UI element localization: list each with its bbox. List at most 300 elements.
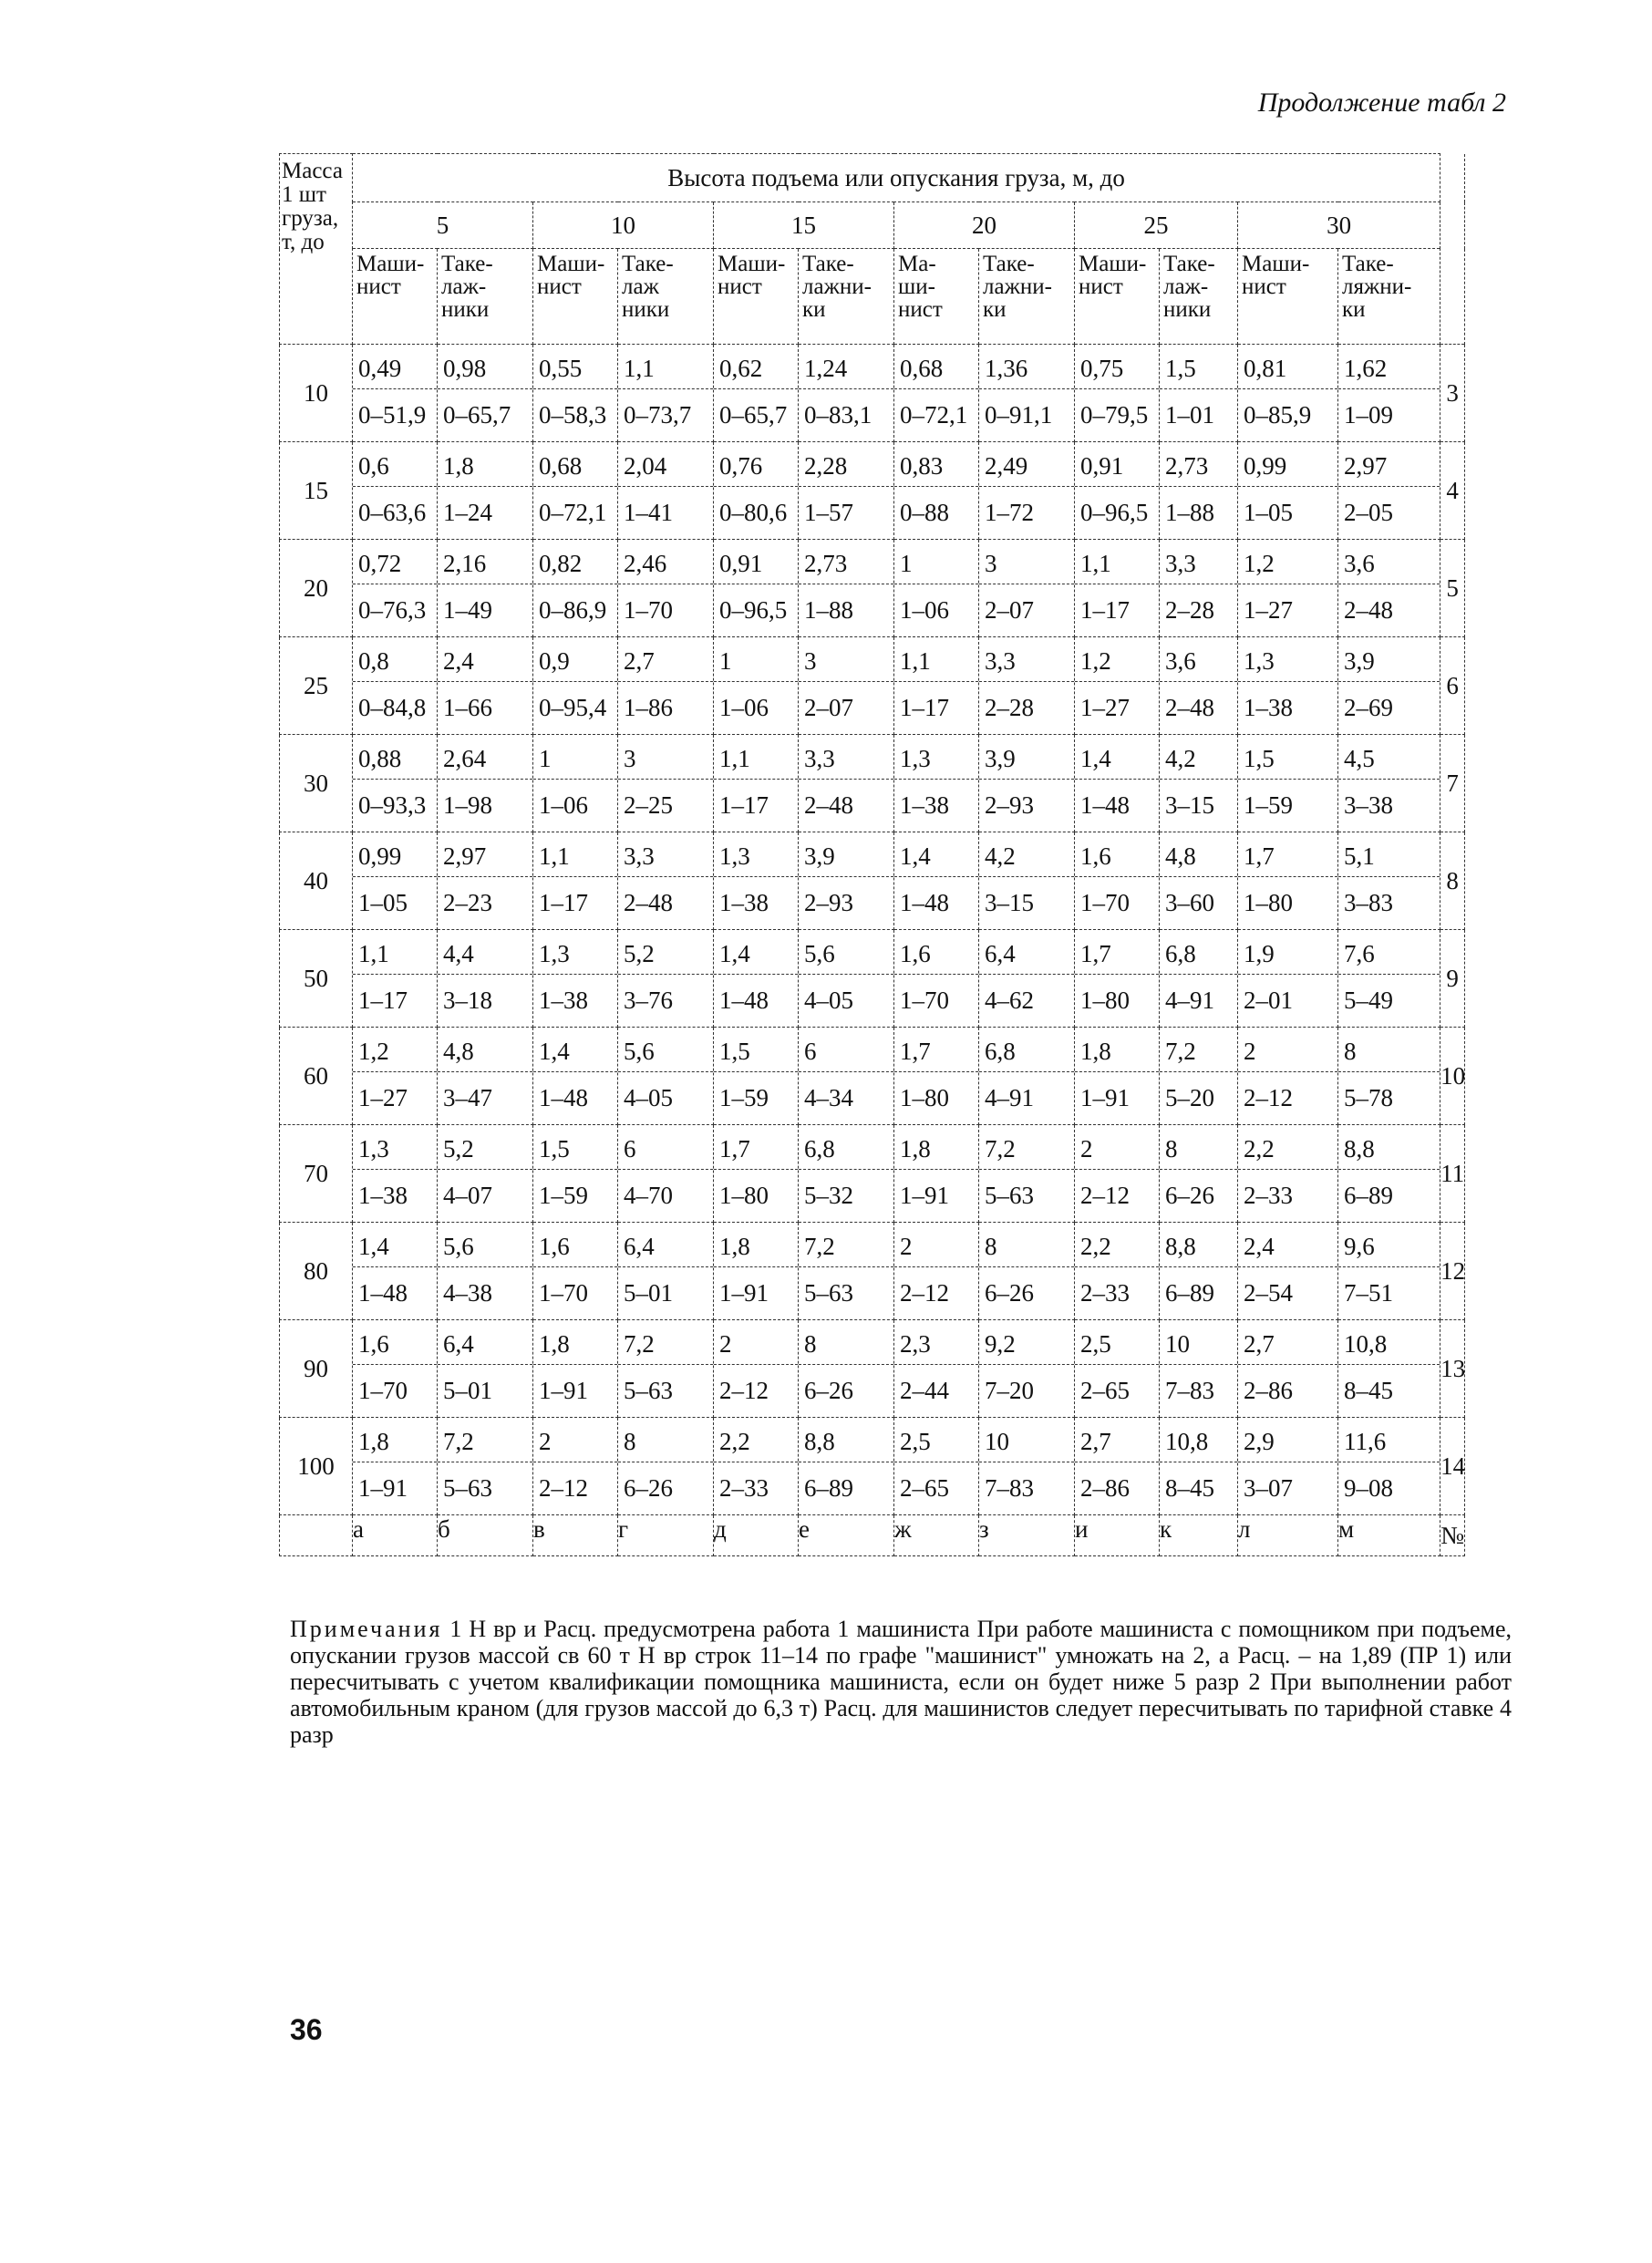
- rate-value: 1–80: [1244, 889, 1293, 916]
- time-norm-value: 5,6: [618, 1028, 713, 1072]
- column-letter: м: [1338, 1515, 1440, 1556]
- row-number: 7: [1440, 735, 1465, 832]
- norm-cell: [618, 637, 714, 735]
- col-header-mashinist: Маши- нист: [714, 249, 799, 345]
- norm-cell: [799, 1028, 894, 1125]
- rate-value: 3–18: [443, 987, 492, 1014]
- norm-cell: [618, 735, 714, 832]
- height-header: Высота подъема или опускания груза, м, до: [353, 154, 1440, 202]
- column-letters-row: [280, 1515, 1465, 1556]
- norm-cell: [1160, 1125, 1238, 1223]
- time-norm-value: 1,4: [714, 930, 798, 975]
- time-norm-value: 2: [714, 1320, 798, 1365]
- rate-value: 5–78: [1344, 1084, 1393, 1111]
- time-norm-value: 2,2: [714, 1418, 798, 1462]
- time-norm-value: 0,83: [894, 442, 978, 487]
- rate-value: 1–38: [719, 889, 769, 916]
- norm-cell: [979, 1223, 1075, 1320]
- time-norm-value: 1,1: [618, 345, 713, 389]
- rate-value: 0–88: [900, 499, 949, 526]
- time-norm-value: 1: [533, 735, 617, 780]
- norm-cell: [1338, 1418, 1440, 1515]
- time-norm-value: 3: [979, 540, 1074, 584]
- rate-value: 0–80,6: [719, 499, 788, 526]
- time-norm-value: 5,6: [799, 930, 893, 975]
- norm-cell: [714, 1418, 799, 1515]
- notes-lead: Примечания: [290, 1616, 443, 1642]
- time-norm-value: 2,7: [618, 637, 713, 682]
- rate-value: 2–48: [1344, 596, 1393, 624]
- time-norm-value: 3,9: [1338, 637, 1440, 682]
- column-letter: л: [1238, 1515, 1338, 1556]
- time-norm-value: 1,7: [894, 1028, 978, 1072]
- norm-cell: [894, 930, 979, 1028]
- norm-cell: [799, 540, 894, 637]
- rate-value: 5–63: [804, 1279, 853, 1307]
- rate-value: 1–72: [985, 499, 1034, 526]
- time-norm-value: 1,7: [1075, 930, 1159, 975]
- height-value: 5: [353, 202, 533, 249]
- norm-cell: [714, 345, 799, 442]
- norm-cell: [894, 832, 979, 930]
- row-number: 12: [1440, 1223, 1465, 1320]
- norm-cell: [799, 1125, 894, 1223]
- rate-value: 5–63: [443, 1474, 492, 1502]
- norm-cell: [438, 637, 533, 735]
- norm-cell: [1338, 540, 1440, 637]
- time-norm-value: 2,28: [799, 442, 893, 487]
- row-number: 6: [1440, 637, 1465, 735]
- time-norm-value: 11,6: [1338, 1418, 1440, 1462]
- rate-value: 1–27: [1080, 694, 1130, 721]
- rate-value: 2–65: [1080, 1377, 1130, 1404]
- rate-value: 1–59: [719, 1084, 769, 1111]
- rate-value: 5–32: [804, 1182, 853, 1209]
- time-norm-value: 0,76: [714, 442, 798, 487]
- rate-value: 4–70: [624, 1182, 673, 1209]
- rate-value: 0–95,4: [539, 694, 607, 721]
- rate-value: 2–33: [719, 1474, 769, 1502]
- rate-value: 2–12: [1080, 1182, 1130, 1209]
- time-norm-value: 2,64: [438, 735, 532, 780]
- norm-cell: [1160, 1418, 1238, 1515]
- norm-cell: [714, 1028, 799, 1125]
- rate-value: 1–48: [539, 1084, 588, 1111]
- rate-value: 2–93: [804, 889, 853, 916]
- norm-cell: [714, 832, 799, 930]
- time-norm-value: 1,9: [1238, 930, 1337, 975]
- norm-cell: [714, 442, 799, 540]
- row-number: 5: [1440, 540, 1465, 637]
- rate-value: 1–91: [719, 1279, 769, 1307]
- rate-value: 0–91,1: [985, 401, 1053, 429]
- norm-cell: [533, 1320, 618, 1418]
- norm-cell: [979, 1418, 1075, 1515]
- rate-value: 2–93: [985, 791, 1034, 819]
- norm-cell: [1075, 930, 1160, 1028]
- time-norm-value: 1,8: [714, 1223, 798, 1267]
- norms-table: [279, 153, 1465, 1556]
- norm-cell: [714, 540, 799, 637]
- norm-cell: [714, 1320, 799, 1418]
- row-mass-label: 40: [280, 832, 353, 930]
- norm-cell: [1160, 540, 1238, 637]
- rate-value: 7–83: [1165, 1377, 1214, 1404]
- col-header-mashinist: Маши- нист: [1075, 249, 1160, 345]
- time-norm-value: 2: [1238, 1028, 1337, 1072]
- time-norm-value: 6,4: [438, 1320, 532, 1365]
- norm-cell: [799, 442, 894, 540]
- norm-cell: [979, 1028, 1075, 1125]
- time-norm-value: 1,1: [533, 832, 617, 877]
- row-number: 11: [1440, 1125, 1465, 1223]
- rate-value: 2–05: [1344, 499, 1393, 526]
- time-norm-value: 2,3: [894, 1320, 978, 1365]
- norm-cell: [799, 1418, 894, 1515]
- time-norm-value: 3,3: [618, 832, 713, 877]
- time-norm-value: 7,2: [438, 1418, 532, 1462]
- rate-value: 0–63,6: [358, 499, 427, 526]
- norm-cell: [618, 1418, 714, 1515]
- time-norm-value: 0,72: [353, 540, 437, 584]
- rate-value: 0–84,8: [358, 694, 427, 721]
- row-number: 4: [1440, 442, 1465, 540]
- norm-cell: [1160, 637, 1238, 735]
- norm-cell: [1075, 442, 1160, 540]
- norm-cell: [1238, 1028, 1338, 1125]
- rate-value: 1–01: [1165, 401, 1214, 429]
- rate-value: 1–05: [358, 889, 408, 916]
- rate-value: 0–86,9: [539, 596, 607, 624]
- row-number: 8: [1440, 832, 1465, 930]
- time-norm-value: 2,97: [1338, 442, 1440, 487]
- norm-cell: [533, 637, 618, 735]
- time-norm-value: 1,6: [353, 1320, 437, 1365]
- rate-value: 0–65,7: [719, 401, 788, 429]
- norm-cell: [438, 1320, 533, 1418]
- time-norm-value: 0,68: [894, 345, 978, 389]
- rate-value: 0–96,5: [719, 596, 788, 624]
- rate-value: 3–47: [443, 1084, 492, 1111]
- norm-cell: [979, 442, 1075, 540]
- norm-cell: [714, 735, 799, 832]
- norm-cell: [1160, 1223, 1238, 1320]
- rate-value: 0–51,9: [358, 401, 427, 429]
- table-row: [280, 637, 1465, 735]
- rate-value: 1–05: [1244, 499, 1293, 526]
- time-norm-value: 5,2: [618, 930, 713, 975]
- time-norm-value: 0,81: [1238, 345, 1337, 389]
- time-norm-value: 1,2: [1238, 540, 1337, 584]
- col-header-mashinist: Маши- нист: [353, 249, 438, 345]
- rate-value: 1–70: [624, 596, 673, 624]
- time-norm-value: 2,2: [1238, 1125, 1337, 1170]
- rate-value: 6–89: [804, 1474, 853, 1502]
- column-letter: д: [714, 1515, 799, 1556]
- norm-cell: [979, 637, 1075, 735]
- rate-value: 2–25: [624, 791, 673, 819]
- rate-value: 1–91: [358, 1474, 408, 1502]
- norm-cell: [1338, 1320, 1440, 1418]
- rate-value: 1–17: [900, 694, 949, 721]
- time-norm-value: 3: [618, 735, 713, 780]
- rate-value: 1–48: [1080, 791, 1130, 819]
- rate-value: 1–59: [539, 1182, 588, 1209]
- time-norm-value: 2,5: [894, 1418, 978, 1462]
- time-norm-value: 3,6: [1338, 540, 1440, 584]
- rate-value: 1–70: [539, 1279, 588, 1307]
- rate-value: 1–06: [900, 596, 949, 624]
- rate-value: 2–01: [1244, 987, 1293, 1014]
- norm-cell: [353, 735, 438, 832]
- norm-cell: [799, 930, 894, 1028]
- norm-cell: [799, 637, 894, 735]
- time-norm-value: 1,5: [714, 1028, 798, 1072]
- rate-value: 2–33: [1244, 1182, 1293, 1209]
- table-row: [280, 1028, 1465, 1125]
- norm-cell: [533, 930, 618, 1028]
- rate-value: 5–63: [985, 1182, 1034, 1209]
- rate-value: 2–86: [1244, 1377, 1293, 1404]
- time-norm-value: 3,6: [1160, 637, 1237, 682]
- norm-cell: [714, 930, 799, 1028]
- table-row: [280, 1320, 1465, 1418]
- norm-cell: [1160, 1320, 1238, 1418]
- norm-cell: [1160, 930, 1238, 1028]
- norm-cell: [353, 1028, 438, 1125]
- time-norm-value: 8: [618, 1418, 713, 1462]
- rate-value: 1–41: [624, 499, 673, 526]
- rate-value: 1–70: [1080, 889, 1130, 916]
- norm-cell: [438, 930, 533, 1028]
- rate-value: 0–85,9: [1244, 401, 1312, 429]
- norm-cell: [1075, 345, 1160, 442]
- norm-cell: [618, 930, 714, 1028]
- norm-cell: [1338, 637, 1440, 735]
- time-norm-value: 0,9: [533, 637, 617, 682]
- time-norm-value: 1: [714, 637, 798, 682]
- norm-cell: [353, 832, 438, 930]
- norm-cell: [1238, 832, 1338, 930]
- norm-cell: [894, 540, 979, 637]
- col-header-takelazhniki: Таке- лаж- ники: [1160, 249, 1238, 345]
- column-letter: ж: [894, 1515, 979, 1556]
- norm-cell: [533, 832, 618, 930]
- time-norm-value: 2,46: [618, 540, 713, 584]
- row-mass-label: 80: [280, 1223, 353, 1320]
- rate-value: 6–26: [624, 1474, 673, 1502]
- norm-cell: [533, 1125, 618, 1223]
- rate-value: 1–38: [900, 791, 949, 819]
- norm-cell: [894, 1028, 979, 1125]
- time-norm-value: 1,4: [533, 1028, 617, 1072]
- norm-cell: [1338, 1223, 1440, 1320]
- time-norm-value: 0,99: [1238, 442, 1337, 487]
- notes-text: 1 Н вр и Расц. предусмотрена работа 1 машиниста При работе машиниста с помощником при подъеме, опускании грузов массой св 60 т Н вр строк 11–14 по графе "машинист" умножать на 2, а Расц. – на 1,89 (ПР 1) или пересчитывать с учетом квалификации помощника машиниста, если он будет ниже 5 разр 2 При выполнении работ автомобильным краном (для грузов массой до 6,3 т) Расц. для машинистов следует пересчитывать по тарифной ставке 4 разр: [290, 1616, 1513, 1748]
- time-norm-value: 1,3: [1238, 637, 1337, 682]
- time-norm-value: 2,16: [438, 540, 532, 584]
- time-norm-value: 1,5: [1238, 735, 1337, 780]
- col-header-mashinist: Ма- ши- нист: [894, 249, 979, 345]
- time-norm-value: 2,73: [1160, 442, 1237, 487]
- rate-value: 1–38: [539, 987, 588, 1014]
- column-letter: з: [979, 1515, 1075, 1556]
- rate-value: 2–33: [1080, 1279, 1130, 1307]
- time-norm-value: 10,8: [1338, 1320, 1440, 1365]
- time-norm-value: 7,2: [979, 1125, 1074, 1170]
- continuation-title: Продолжение табл 2: [1257, 88, 1506, 118]
- time-norm-value: 6,4: [618, 1223, 713, 1267]
- norm-cell: [799, 1223, 894, 1320]
- time-norm-value: 7,2: [618, 1320, 713, 1365]
- rate-value: 1–27: [358, 1084, 408, 1111]
- time-norm-value: 2,04: [618, 442, 713, 487]
- rate-value: 1–17: [1080, 596, 1130, 624]
- norm-cell: [979, 930, 1075, 1028]
- row-mass-label: 30: [280, 735, 353, 832]
- time-norm-value: 8: [1338, 1028, 1440, 1072]
- norm-cell: [714, 637, 799, 735]
- col-header-takelazhniki: Таке- лажни- ки: [799, 249, 894, 345]
- norm-cell: [1075, 1125, 1160, 1223]
- col-header-mashinist: Маши- нист: [1238, 249, 1338, 345]
- rate-value: 5–01: [443, 1377, 492, 1404]
- height-value: 30: [1238, 202, 1440, 249]
- rate-value: 1–38: [1244, 694, 1293, 721]
- rate-value: 2–12: [900, 1279, 949, 1307]
- rate-value: 5–01: [624, 1279, 673, 1307]
- time-norm-value: 1,2: [353, 1028, 437, 1072]
- time-norm-value: 6: [618, 1125, 713, 1170]
- time-norm-value: 3,3: [1160, 540, 1237, 584]
- time-norm-value: 2,7: [1238, 1320, 1337, 1365]
- time-norm-value: 1,8: [353, 1418, 437, 1462]
- time-norm-value: 1,1: [1075, 540, 1159, 584]
- norm-cell: [1238, 1223, 1338, 1320]
- row-number: 3: [1440, 345, 1465, 442]
- time-norm-value: 8: [799, 1320, 893, 1365]
- rate-value: 3–15: [985, 889, 1034, 916]
- time-norm-value: 1,6: [894, 930, 978, 975]
- rate-value: 8–45: [1165, 1474, 1214, 1502]
- norm-cell: [1238, 442, 1338, 540]
- rate-value: 1–27: [1244, 596, 1293, 624]
- norm-cell: [618, 540, 714, 637]
- rate-value: 3–07: [1244, 1474, 1293, 1502]
- rate-value: 1–88: [804, 596, 853, 624]
- rate-value: 1–06: [719, 694, 769, 721]
- rate-value: 7–51: [1344, 1279, 1393, 1307]
- rate-value: 1–59: [1244, 791, 1293, 819]
- norm-cell: [1238, 930, 1338, 1028]
- rate-value: 1–57: [804, 499, 853, 526]
- norm-cell: [533, 1223, 618, 1320]
- norm-cell: [618, 1125, 714, 1223]
- rate-value: 4–05: [624, 1084, 673, 1111]
- rate-value: 1–80: [1080, 987, 1130, 1014]
- rate-value: 1–80: [900, 1084, 949, 1111]
- height-value: 20: [894, 202, 1075, 249]
- norm-cell: [979, 1320, 1075, 1418]
- norm-cell: [1238, 540, 1338, 637]
- rate-value: 4–05: [804, 987, 853, 1014]
- norm-cell: [353, 345, 438, 442]
- rate-value: 2–65: [900, 1474, 949, 1502]
- rate-value: 2–69: [1344, 694, 1393, 721]
- time-norm-value: 0,49: [353, 345, 437, 389]
- rate-value: 1–80: [719, 1182, 769, 1209]
- norm-cell: [353, 1223, 438, 1320]
- rate-value: 1–24: [443, 499, 492, 526]
- letters-row-spacer: [280, 1515, 353, 1556]
- rate-value: 4–91: [985, 1084, 1034, 1111]
- rate-value: 0–79,5: [1080, 401, 1149, 429]
- time-norm-value: 3,9: [979, 735, 1074, 780]
- time-norm-value: 10,8: [1160, 1418, 1237, 1462]
- time-norm-value: 2: [894, 1223, 978, 1267]
- row-mass-label: 90: [280, 1320, 353, 1418]
- height-value: 10: [533, 202, 714, 249]
- norm-cell: [894, 1125, 979, 1223]
- time-norm-value: 8: [1160, 1125, 1237, 1170]
- rate-value: 1–88: [1165, 499, 1214, 526]
- time-norm-value: 1,5: [533, 1125, 617, 1170]
- time-norm-value: 1,7: [1238, 832, 1337, 877]
- rate-value: 2–07: [985, 596, 1034, 624]
- rate-value: 4–07: [443, 1182, 492, 1209]
- num-label: №: [1440, 1515, 1465, 1556]
- rate-value: 1–48: [358, 1279, 408, 1307]
- mass-header: Масса 1 шт груза, т, до: [280, 154, 353, 345]
- norm-cell: [618, 832, 714, 930]
- norm-cell: [353, 637, 438, 735]
- norm-cell: [438, 1028, 533, 1125]
- rate-value: 1–09: [1344, 401, 1393, 429]
- table-row: [280, 1125, 1465, 1223]
- norm-cell: [1338, 930, 1440, 1028]
- rate-value: 4–34: [804, 1084, 853, 1111]
- table-row: [280, 735, 1465, 832]
- time-norm-value: 6,8: [799, 1125, 893, 1170]
- norm-cell: [1160, 1028, 1238, 1125]
- time-norm-value: 1,8: [438, 442, 532, 487]
- time-norm-value: 0,75: [1075, 345, 1159, 389]
- norm-cell: [1075, 1223, 1160, 1320]
- row-mass-label: 70: [280, 1125, 353, 1223]
- table-row: [280, 442, 1465, 540]
- row-mass-label: 20: [280, 540, 353, 637]
- rate-value: 0–96,5: [1080, 499, 1149, 526]
- row-number: 10: [1440, 1028, 1465, 1125]
- time-norm-value: 0,62: [714, 345, 798, 389]
- column-letter: г: [618, 1515, 714, 1556]
- time-norm-value: 5,6: [438, 1223, 532, 1267]
- rate-value: 2–44: [900, 1377, 949, 1404]
- norm-cell: [353, 1320, 438, 1418]
- time-norm-value: 1,24: [799, 345, 893, 389]
- rate-value: 2–12: [1244, 1084, 1293, 1111]
- rate-value: 2–54: [1244, 1279, 1293, 1307]
- time-norm-value: 10: [979, 1418, 1074, 1462]
- rate-value: 2–48: [624, 889, 673, 916]
- norm-cell: [533, 1028, 618, 1125]
- rate-value: 1–91: [900, 1182, 949, 1209]
- rate-value: 3–15: [1165, 791, 1214, 819]
- norm-cell: [533, 735, 618, 832]
- norm-cell: [714, 1125, 799, 1223]
- rate-value: 2–28: [985, 694, 1034, 721]
- rate-value: 9–08: [1344, 1474, 1393, 1502]
